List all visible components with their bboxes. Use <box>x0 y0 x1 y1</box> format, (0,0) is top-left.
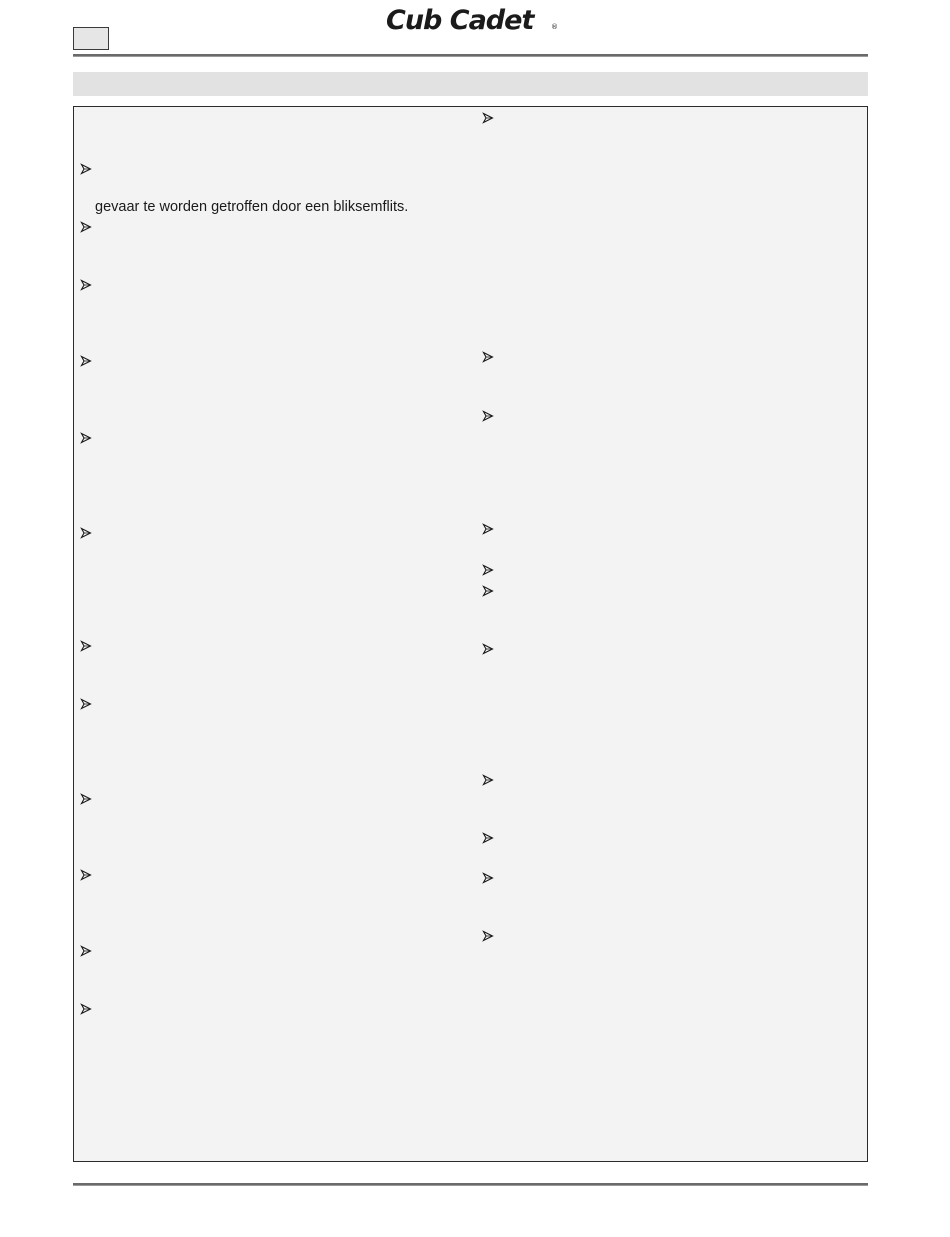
header-rule <box>73 54 868 57</box>
arrowhead-bullet-icon <box>80 869 92 881</box>
arrowhead-bullet-icon <box>80 279 92 291</box>
arrowhead-bullet-icon <box>482 585 494 597</box>
safety-instructions-box <box>73 106 868 1162</box>
arrowhead-bullet-icon <box>80 945 92 957</box>
arrowhead-bullet-icon <box>80 640 92 652</box>
arrowhead-bullet-icon <box>482 774 494 786</box>
arrowhead-bullet-icon <box>80 355 92 367</box>
body-text-line: gevaar te worden getroffen door een bliksemflits. <box>95 199 409 215</box>
arrowhead-bullet-icon <box>80 163 92 175</box>
section-title-bar <box>73 72 868 96</box>
arrowhead-bullet-icon <box>482 523 494 535</box>
arrowhead-bullet-icon <box>482 410 494 422</box>
logo-wordmark: Cub Cadet <box>386 5 534 36</box>
arrowhead-bullet-icon <box>80 698 92 710</box>
cub-cadet-logo <box>386 2 558 36</box>
arrowhead-bullet-icon <box>482 832 494 844</box>
logo-registered-mark: ® <box>551 23 558 31</box>
arrowhead-bullet-icon <box>482 351 494 363</box>
arrowhead-bullet-icon <box>482 643 494 655</box>
arrowhead-bullet-icon <box>80 432 92 444</box>
arrowhead-bullet-icon <box>482 564 494 576</box>
arrowhead-bullet-icon <box>482 930 494 942</box>
arrowhead-bullet-icon <box>80 221 92 233</box>
arrowhead-bullet-icon <box>80 1003 92 1015</box>
page-number-box <box>73 27 109 50</box>
arrowhead-bullet-icon <box>80 527 92 539</box>
arrowhead-bullet-icon <box>482 112 494 124</box>
arrowhead-bullet-icon <box>80 793 92 805</box>
arrowhead-bullet-icon <box>482 872 494 884</box>
footer-rule <box>73 1183 868 1186</box>
